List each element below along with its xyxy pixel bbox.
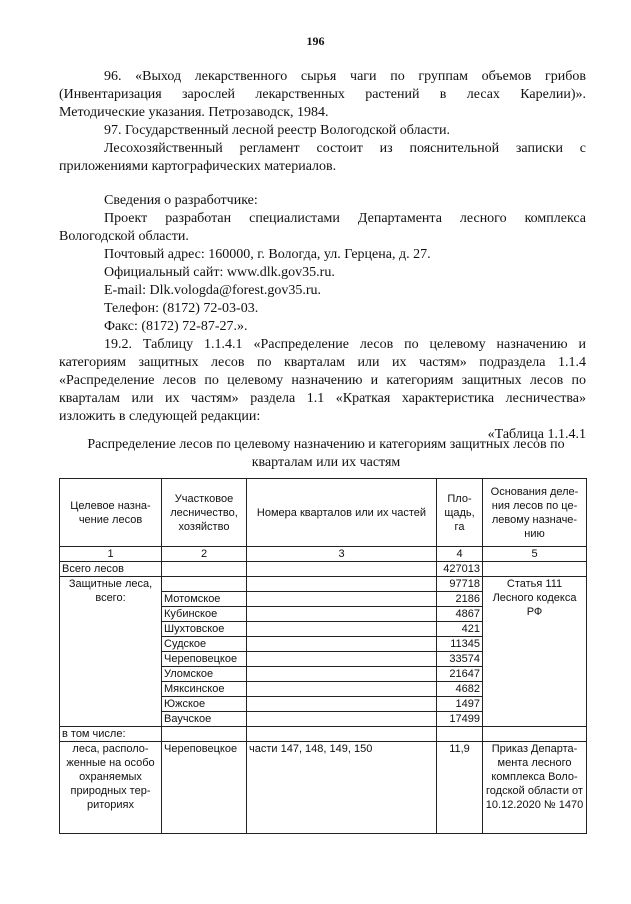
protective-area: 97718 bbox=[437, 577, 483, 592]
table-caption: Распределение лесов по целевому назначению и категориям защитных лесов по bbox=[87, 437, 565, 452]
text-line: Методические указания. Петрозаводск, 1984. bbox=[59, 105, 329, 120]
forestry-area: 33574 bbox=[437, 652, 483, 667]
text-line: (Инвентаризация зарослей лекарственных растений в лесах Карелии)». bbox=[59, 87, 586, 102]
special-basis: Приказ Департа-мента лесного комплекса Воло-годской области от 10.12.2020 № 1470 bbox=[483, 742, 587, 834]
protective-basis: Статья 111 Лесного кодекса РФ bbox=[483, 577, 587, 727]
including-row bbox=[60, 727, 587, 742]
postal-address: Почтовый адрес: 160000, г. Вологда, ул. Герцена, д. 27. bbox=[104, 247, 431, 262]
header-purpose: Целевое назна-чение лесов bbox=[60, 479, 162, 547]
text-line: категориям защитных лесов по кварталам или их частям» подраздела 1.1.4 bbox=[59, 355, 586, 370]
forestry-area: 11345 bbox=[437, 637, 483, 652]
forestry-name: Ваучское bbox=[162, 712, 247, 727]
forestry-name: Шухтовское bbox=[162, 622, 247, 637]
total-label: Всего лесов bbox=[60, 562, 162, 577]
text-line: Проект разработан специалистами Департамента лесного комплекса bbox=[104, 211, 586, 226]
website: Официальный сайт: www.dlk.gov35.ru. bbox=[104, 265, 335, 280]
text-line: приложениями картографических материалов. bbox=[59, 159, 337, 174]
header-area: Пло-щадь, га bbox=[437, 479, 483, 547]
forestry-area: 4682 bbox=[437, 682, 483, 697]
column-number: 1 bbox=[60, 547, 162, 562]
forestry-area: 1497 bbox=[437, 697, 483, 712]
header-quarters: Номера кварталов или их частей bbox=[247, 479, 437, 547]
forestry-area: 21647 bbox=[437, 667, 483, 682]
including-label: в том числе: bbox=[60, 727, 162, 742]
text-line: кварталам или их частям» раздела 1.1 «Краткая характеристика лесничества» bbox=[59, 391, 586, 406]
total-row bbox=[60, 562, 587, 577]
special-quarters: части 147, 148, 149, 150 bbox=[247, 742, 437, 834]
header-basis: Основания деле-ния лесов по це-левому назначе-нию bbox=[483, 479, 587, 547]
total-area: 427013 bbox=[437, 562, 483, 577]
table-caption: кварталам или их частям bbox=[251, 455, 401, 470]
fax: Факс: (8172) 72-87-27.». bbox=[104, 319, 248, 334]
forestry-name: Мотомское bbox=[162, 592, 247, 607]
column-number: 5 bbox=[483, 547, 587, 562]
developer-heading: Сведения о разработчике: bbox=[104, 193, 258, 208]
special-purpose: леса, располо-женные на особо охраняемых природных тер-риториях bbox=[60, 742, 162, 834]
table-number: «Таблица 1.1.4.1 bbox=[487, 427, 586, 442]
special-forestry: Череповецкое bbox=[162, 742, 247, 834]
text-line: 96. «Выход лекарственного сырья чаги по группам объемов грибов bbox=[104, 69, 586, 84]
column-number: 2 bbox=[162, 547, 247, 562]
forestry-area: 421 bbox=[437, 622, 483, 637]
forestry-name: Мяксинское bbox=[162, 682, 247, 697]
forestry-area: 2186 bbox=[437, 592, 483, 607]
forestry-area: 17499 bbox=[437, 712, 483, 727]
forestry-name: Кубинское bbox=[162, 607, 247, 622]
forestry-area: 4867 bbox=[437, 607, 483, 622]
forest-distribution-table bbox=[59, 478, 587, 834]
forestry-name: Южское bbox=[162, 697, 247, 712]
forestry-name: Череповецкое bbox=[162, 652, 247, 667]
column-number: 4 bbox=[437, 547, 483, 562]
protective-row bbox=[60, 577, 587, 592]
email: E-mail: Dlk.vologda@forest.gov35.ru. bbox=[104, 283, 322, 298]
phone: Телефон: (8172) 72-03-03. bbox=[104, 301, 259, 316]
forestry-name: Судское bbox=[162, 637, 247, 652]
text-line: изложить в следующей редакции: bbox=[59, 409, 261, 424]
text-line: «Распределение лесов по целевому назначению и категориям защитных лесов по bbox=[59, 373, 586, 388]
protective-label: Защитные леса, всего: bbox=[60, 577, 162, 727]
text-line: Вологодской области. bbox=[59, 229, 189, 244]
header-forestry: Участковое лесничество, хозяйство bbox=[162, 479, 247, 547]
text-line: 19.2. Таблицу 1.1.4.1 «Распределение лесов по целевому назначению и bbox=[104, 337, 586, 352]
special-area: 11,9 bbox=[437, 742, 483, 834]
page-number: 196 bbox=[306, 34, 325, 48]
column-number-row bbox=[60, 547, 587, 562]
text-line: 97. Государственный лесной реестр Вологодской области. bbox=[104, 123, 451, 138]
text-line: Лесохозяйственный регламент состоит из пояснительной записки с bbox=[104, 141, 586, 156]
special-row bbox=[60, 742, 587, 834]
forestry-name: Уломское bbox=[162, 667, 247, 682]
column-number: 3 bbox=[247, 547, 437, 562]
